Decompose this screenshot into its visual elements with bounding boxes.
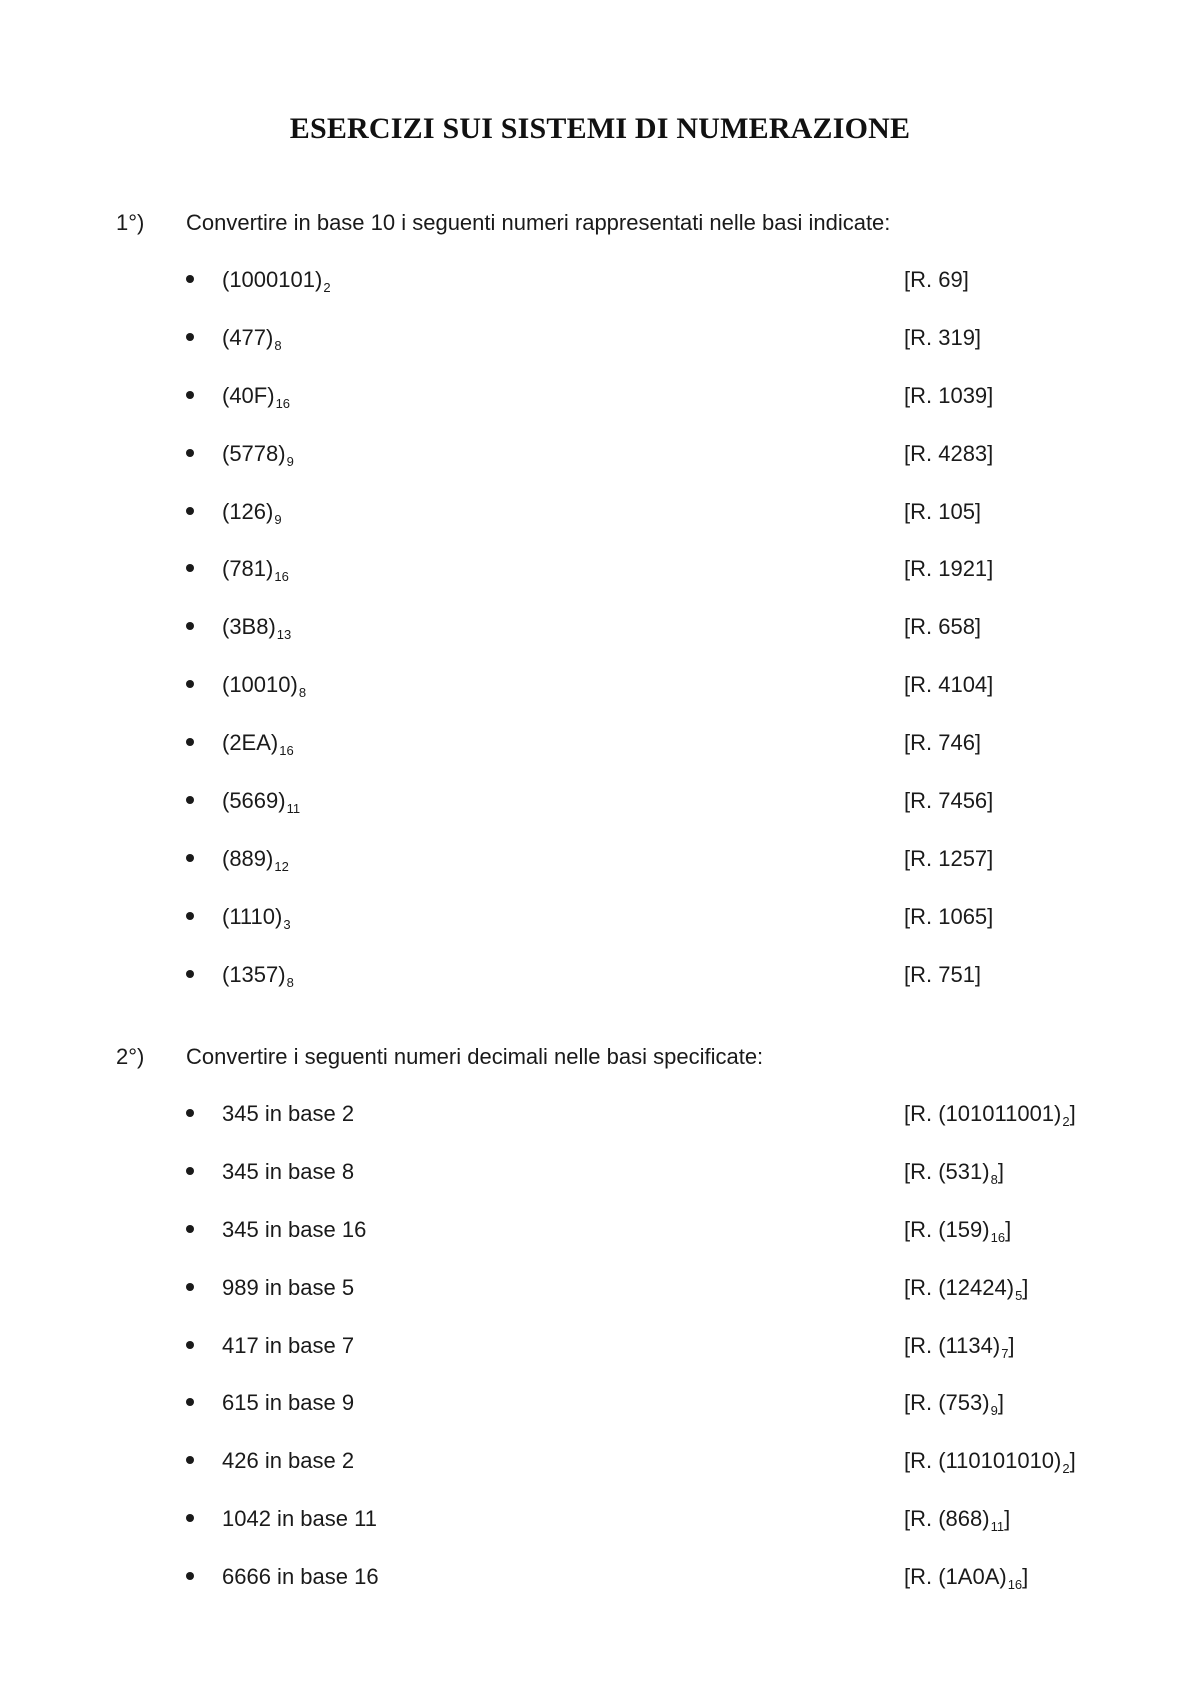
list-item xyxy=(0,788,1200,846)
exercise-expression: $(3B8)_{13}$ xyxy=(222,614,292,643)
bullet-icon xyxy=(186,738,194,746)
base-subscript: 7 xyxy=(1001,1345,1009,1361)
exercise-answer: [R. 1039] xyxy=(904,382,994,408)
base-subscript: 16 xyxy=(274,569,289,585)
base-subscript: 9 xyxy=(990,1403,998,1419)
exercise-list xyxy=(0,267,1200,1020)
base-subscript: 9 xyxy=(274,511,282,527)
list-item xyxy=(0,1564,1200,1622)
exercise-answer: [R. 4104] xyxy=(904,672,994,698)
exercise-heading xyxy=(0,210,1200,250)
list-item xyxy=(0,499,1200,557)
bullet-icon xyxy=(186,449,194,457)
list-item xyxy=(0,1390,1200,1448)
exercise-expression: 345 in base 16 xyxy=(222,1216,367,1242)
exercise-expression: $(2EA)_{16}$ xyxy=(222,730,294,759)
exercise-section-1 xyxy=(0,210,1200,1020)
list-item xyxy=(0,962,1200,1020)
exercise-expression: $(40F)_{16}$ xyxy=(222,382,291,411)
base-subscript: 13 xyxy=(276,627,292,643)
bullet-icon xyxy=(186,796,194,804)
bullet-icon xyxy=(186,1341,194,1349)
base-subscript: 2 xyxy=(1062,1114,1070,1129)
exercise-expression: 417 in base 7 xyxy=(222,1332,355,1358)
bullet-icon xyxy=(186,970,194,978)
exercise-answer: [R. $(868)_{11}$] xyxy=(904,1506,1011,1535)
exercise-answer: [R. 751] xyxy=(904,961,982,987)
exercise-answer: [R. 746] xyxy=(904,730,982,756)
exercise-section-2 xyxy=(0,1044,1200,1622)
exercise-answer: [R. $(101011001)_2$] xyxy=(904,1101,1076,1129)
list-item xyxy=(0,325,1200,383)
list-item xyxy=(0,441,1200,499)
list-item xyxy=(0,1159,1200,1217)
base-subscript: 16 xyxy=(279,743,294,759)
exercise-expression: 1042 in base 11 xyxy=(222,1506,377,1532)
list-item xyxy=(0,1506,1200,1564)
exercise-expression: 615 in base 9 xyxy=(222,1390,355,1416)
list-item xyxy=(0,614,1200,672)
exercise-answer: [R. 658] xyxy=(904,614,982,640)
bullet-icon xyxy=(186,507,194,515)
exercise-expression: $(1000101)_2$ xyxy=(222,267,331,295)
base-subscript: 11 xyxy=(286,801,301,817)
bullet-icon xyxy=(186,1225,194,1233)
exercise-expression: 345 in base 8 xyxy=(222,1158,355,1184)
base-subscript: 16 xyxy=(1007,1577,1023,1593)
list-item xyxy=(0,267,1200,325)
base-subscript: 8 xyxy=(298,685,307,701)
bullet-icon xyxy=(186,333,194,341)
exercise-answer: [R. 1257] xyxy=(904,845,994,871)
bullet-icon xyxy=(186,680,194,688)
page-title: ESERCIZI SUI SISTEMI DI NUMERAZIONE xyxy=(289,112,911,145)
exercise-answer: [R. $(1A0A)_{16}$] xyxy=(904,1564,1029,1593)
exercise-expression: $(781)_{16}$ xyxy=(222,556,289,585)
exercise-answer: [R. $(12424)_5$] xyxy=(904,1274,1029,1303)
exercise-answer: [R. $(159)_{16}$] xyxy=(904,1216,1012,1245)
exercise-answer: [R. $(531)_8$] xyxy=(904,1158,1004,1187)
bullet-icon xyxy=(186,1572,194,1580)
exercise-list xyxy=(0,1101,1200,1622)
exercise-number: 1°) xyxy=(116,210,145,235)
exercise-expression: $(889)_{12}$ xyxy=(222,845,289,874)
exercise-expression: 345 in base 2 xyxy=(222,1101,355,1126)
bullet-icon xyxy=(186,391,194,399)
exercise-answer: [R. 1065] xyxy=(904,903,994,929)
base-subscript: 5 xyxy=(1015,1287,1023,1303)
base-subscript: 8 xyxy=(274,337,282,353)
exercise-answer: [R. 4283] xyxy=(904,440,994,466)
exercise-expression: 6666 in base 16 xyxy=(222,1564,379,1590)
base-subscript: 9 xyxy=(286,453,294,469)
exercise-answer: [R. $(1134)_7$] xyxy=(904,1332,1015,1361)
bullet-icon xyxy=(186,622,194,630)
base-subscript: 16 xyxy=(275,395,291,411)
exercise-expression: $(5669)_{11}$ xyxy=(222,788,301,817)
exercise-expression: 989 in base 5 xyxy=(222,1274,355,1300)
list-item xyxy=(0,1101,1200,1159)
bullet-icon xyxy=(186,1456,194,1464)
bullet-icon xyxy=(186,275,194,283)
bullet-icon xyxy=(186,1514,194,1522)
exercise-number: 2°) xyxy=(116,1044,145,1069)
bullet-icon xyxy=(186,1167,194,1175)
exercise-expression: $(477)_8$ xyxy=(222,324,282,353)
exercise-expression: $(1110)_3$ xyxy=(222,903,291,932)
list-item xyxy=(0,904,1200,962)
exercise-expression: $(126)_9$ xyxy=(222,498,282,527)
exercise-expression: $(5778)_9$ xyxy=(222,440,294,469)
base-subscript: 2 xyxy=(323,280,331,295)
exercise-answer: [R. 105] xyxy=(904,498,982,524)
exercise-answer: [R. $(753)_9$] xyxy=(904,1390,1004,1419)
bullet-icon xyxy=(186,854,194,862)
bullet-icon xyxy=(186,1398,194,1406)
exercise-answer: [R. $(110101010)_2$] xyxy=(904,1448,1076,1477)
base-subscript: 11 xyxy=(990,1519,1005,1535)
base-subscript: 3 xyxy=(283,916,291,932)
bullet-icon xyxy=(186,1109,194,1117)
list-item xyxy=(0,1448,1200,1506)
exercise-expression: $(10010)_8$ xyxy=(222,672,307,701)
list-item xyxy=(0,1275,1200,1333)
exercise-instruction: Convertire in base 10 i seguenti numeri rappresentati nelle basi indicate: xyxy=(186,210,891,235)
base-subscript: 8 xyxy=(990,1171,998,1187)
exercise-answer: [R. 7456] xyxy=(904,788,994,814)
list-item xyxy=(0,1333,1200,1391)
bullet-icon xyxy=(186,912,194,920)
exercise-answer: [R. 1921] xyxy=(904,556,994,582)
exercise-heading xyxy=(0,1044,1200,1084)
list-item xyxy=(0,1217,1200,1275)
base-subscript: 8 xyxy=(286,974,294,990)
list-item xyxy=(0,556,1200,614)
list-item xyxy=(0,730,1200,788)
exercise-expression: $(1357)_8$ xyxy=(222,961,294,990)
exercise-instruction: Convertire i seguenti numeri decimali nelle basi specificate: xyxy=(186,1044,764,1069)
exercise-answer: [R. 319] xyxy=(904,324,982,350)
base-subscript: 12 xyxy=(274,858,289,874)
exercise-expression: 426 in base 2 xyxy=(222,1448,355,1474)
list-item xyxy=(0,383,1200,441)
bullet-icon xyxy=(186,1283,194,1291)
bullet-icon xyxy=(186,564,194,572)
base-subscript: 2 xyxy=(1062,1461,1070,1477)
base-subscript: 16 xyxy=(990,1229,1006,1245)
exercise-answer: [R. 69] xyxy=(904,267,969,292)
list-item xyxy=(0,672,1200,730)
list-item xyxy=(0,846,1200,904)
